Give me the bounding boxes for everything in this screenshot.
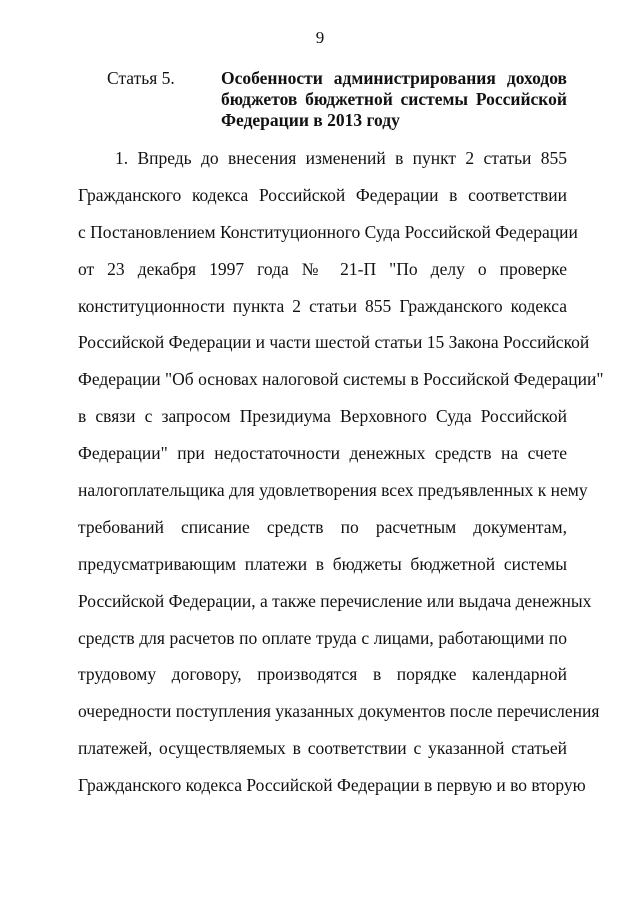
body-line: Российской Федерации, а также перечисление или выдача денежных — [78, 590, 592, 611]
body-line: платежей, осуществляемых в соответствии с указанной статьей — [78, 738, 567, 759]
body-line: трудовому договору, производятся в порядке календарной — [78, 664, 567, 685]
body-line: средств для расчетов по оплате труда с лицами, работающими по — [78, 627, 567, 648]
body-line: Федерации" при недостаточности денежных средств на счете — [78, 443, 567, 464]
article-title-line: Особенности администрирования доходов — [221, 68, 567, 88]
body-line: очередности поступления указанных документов после перечисления — [78, 701, 600, 722]
article-title — [221, 68, 567, 131]
body-line: 1. Впредь до внесения изменений в пункт 2 статьи 855 — [115, 148, 567, 168]
body-line: предусматривающим платежи в бюджеты бюджетной системы — [78, 553, 567, 574]
body-line: с Постановлением Конституционного Суда Российской Федерации — [78, 221, 578, 242]
article-title-line: Федерации в 2013 году — [221, 110, 400, 130]
body-line: от 23 декабря 1997 года № 21-П "По делу о проверке — [78, 258, 567, 279]
body-line: конституционности пункта 2 статьи 855 Гражданского кодекса — [78, 295, 567, 316]
article-label: Статья 5. — [107, 68, 175, 88]
article-title-line: бюджетов бюджетной системы Российской — [221, 89, 567, 109]
body-line: налогоплательщика для удовлетворения всех предъявленных к нему — [78, 480, 588, 501]
page-number: 9 — [315, 28, 325, 47]
body-line: требований списание средств по расчетным документам, — [78, 516, 567, 537]
body-line: Гражданского кодекса Российской Федерации в первую и во вторую — [78, 775, 586, 796]
body-line: в связи с запросом Президиума Верховного Суда Российской — [78, 406, 567, 427]
body-line: Федерации "Об основах налоговой системы в Российской Федерации" — [78, 369, 604, 390]
article-body — [78, 140, 604, 804]
body-line: Гражданского кодекса Российской Федерации в соответствии — [78, 184, 567, 205]
body-line: Российской Федерации и части шестой статьи 15 Закона Российской — [78, 332, 590, 353]
